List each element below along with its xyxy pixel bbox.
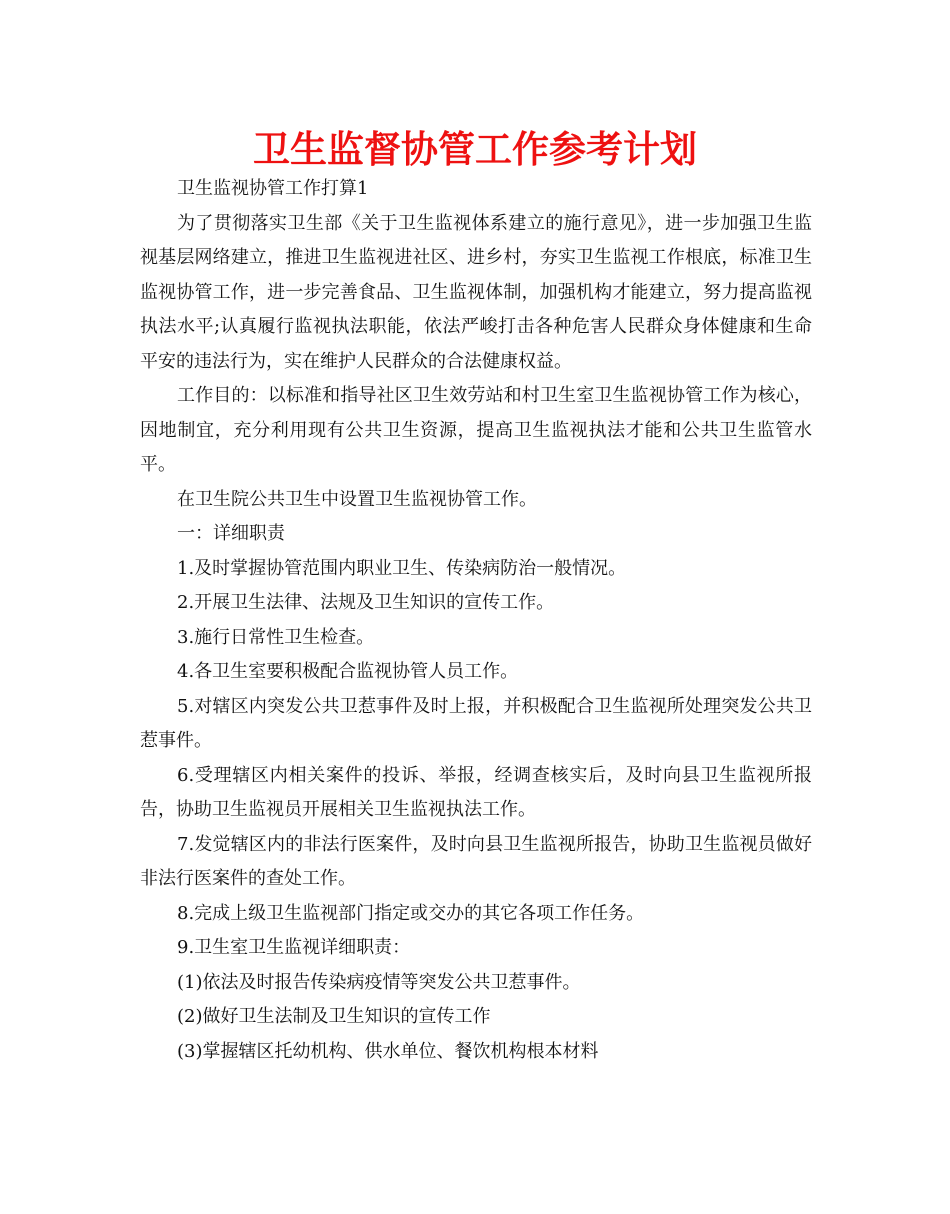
document-title: 卫生监督协管工作参考计划 — [253, 128, 697, 171]
paragraph-setup: 在卫生院公共卫生中设置卫生监视协管工作。 — [177, 488, 537, 510]
duty-item-2: 2.开展卫生法律、法规及卫生知识的宣传工作。 — [177, 592, 555, 613]
duty-item-5: 5.对辖区内突发公共卫惹事件及时上报，并积极配合卫生监视所处理突发公共卫惹事件。 — [140, 695, 812, 751]
sub-duty-item-3: (3)掌握辖区托幼机构、供水单位、餐饮机构根本材料 — [177, 1040, 599, 1062]
sub-duty-item-2: (2)做好卫生法制及卫生知识的宣传工作 — [177, 1006, 491, 1027]
duty-item-6: 6.受理辖区内相关案件的投诉、举报，经调查核实后，及时向县卫生监视所报告，协助卫生监视员开展相关卫生监视执法工作。 — [140, 764, 812, 820]
paragraph-work-goal: 工作目的：以标准和指导社区卫生效劳站和村卫生室卫生监视协管工作为核心，因地制宜，充分利用现有公共卫生资源，提高卫生监视执法才能和公共卫生监管水平。 — [140, 385, 812, 475]
document-body — [140, 172, 812, 1069]
duty-item-4: 4.各卫生室要积极配合监视协管人员工作。 — [177, 661, 519, 682]
duty-item-9: 9.卫生室卫生监视详细职责： — [177, 937, 411, 958]
section-heading-duties: 一：详细职责 — [177, 523, 285, 544]
duty-item-7: 7.发觉辖区内的非法行医案件，及时向县卫生监视所报告，协助卫生监视员做好非法行医案件的查处工作。 — [140, 833, 812, 889]
sub-duty-item-1: (1)依法及时报告传染病疫情等突发公共卫惹事件。 — [177, 971, 581, 993]
duty-item-3: 3.施行日常性卫生检查。 — [177, 626, 375, 648]
paragraph-intro: 为了贯彻落实卫生部《关于卫生监视体系建立的施行意见》，进一步加强卫生监视基层网络建立，推进卫生监视进社区、进乡村，夯实卫生监视工作根底，标准卫生监视协管工作，进一步完善食品、卫生监视体制，加强机构才能建立，努力提高监视执法水平;认真履行监视执法职能，依法严峻打击各种危害人民群众身体健康和生命平安的违法行为，实在维护人民群众的合法健康权益。 — [140, 212, 812, 372]
duty-item-8: 8.完成上级卫生监视部门指定或交办的其它各项工作任务。 — [177, 902, 645, 924]
paragraph-plan-heading: 卫生监视协管工作打算1 — [177, 178, 369, 199]
duty-item-1: 1.及时掌握协管范围内职业卫生、传染病防治一般情况。 — [177, 557, 627, 579]
